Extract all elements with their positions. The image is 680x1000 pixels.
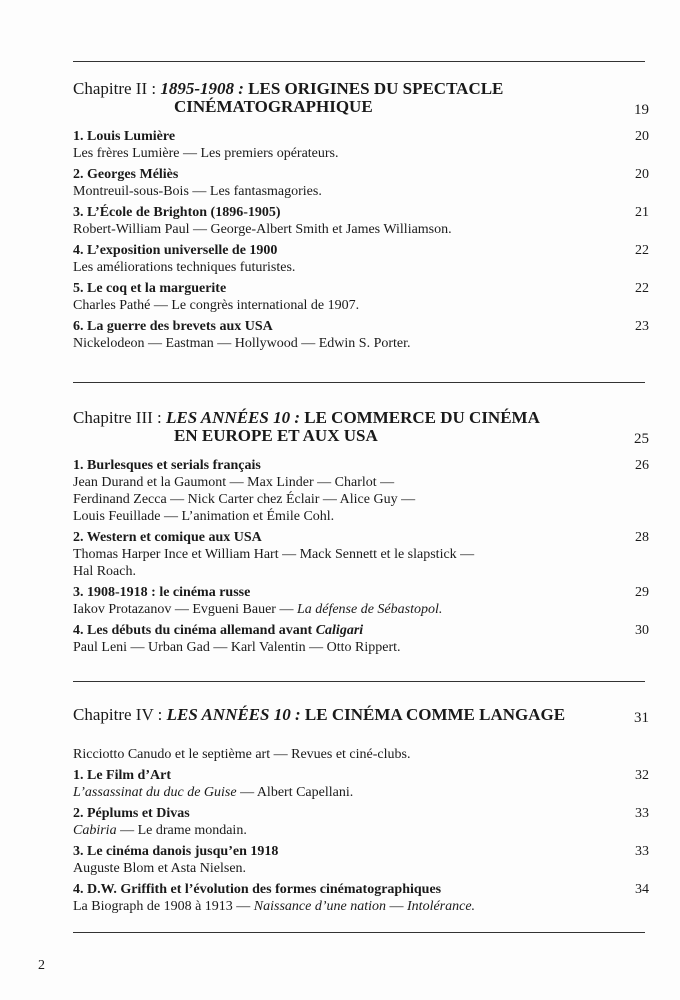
section-rule xyxy=(73,681,645,682)
entry-title: 3. 1908-1918 : le cinéma russe xyxy=(73,585,251,600)
entry-desc-italic: Cabiria xyxy=(73,823,117,838)
entry-page: 23 xyxy=(635,319,649,334)
entry-title: 6. La guerre des brevets aux USA xyxy=(73,319,273,334)
entry-title: 1. Le Film d’Art xyxy=(73,768,171,783)
entry-title: 4. D.W. Griffith et l’évolution des formes cinématographiques xyxy=(73,882,442,897)
entry-desc-italic: Naissance d’une nation xyxy=(253,899,387,914)
entry-desc xyxy=(73,898,653,915)
entry-desc-italic-2: Intolérance. xyxy=(407,899,476,914)
chapter-label: Chapitre II : xyxy=(73,79,157,98)
toc-entry xyxy=(73,318,653,352)
toc-entry xyxy=(73,881,653,915)
toc-entry xyxy=(73,128,653,162)
entry-desc-italic: La défense de Sébastopol. xyxy=(296,602,443,617)
toc-entry xyxy=(73,457,653,525)
entry-page: 22 xyxy=(635,243,649,258)
toc-entry xyxy=(73,529,653,580)
entry-page: 26 xyxy=(635,458,649,473)
entry-title-italic: Caligari xyxy=(315,623,364,638)
entry-desc: Montreuil-sous-Bois — Les fantasmagories. xyxy=(73,184,322,199)
toc-entry xyxy=(73,204,653,238)
entry-desc: Paul Leni — Urban Gad — Karl Valentin — Otto Rippert. xyxy=(73,640,401,655)
top-rule xyxy=(73,61,645,62)
chapter-page: 25 xyxy=(634,431,649,447)
toc-entry xyxy=(73,843,653,877)
entry-page: 28 xyxy=(635,530,649,545)
chapter-title: LES ORIGINES DU SPECTACLE xyxy=(248,79,504,98)
entry-desc xyxy=(73,822,653,839)
entry-title: 1. Louis Lumière xyxy=(73,129,176,144)
entry-desc: Les frères Lumière — Les premiers opérateurs. xyxy=(73,146,339,161)
entry-page: 22 xyxy=(635,281,649,296)
entry-desc: Auguste Blom et Asta Nielsen. xyxy=(73,861,247,876)
chapter-period: 1895-1908 : xyxy=(160,79,244,98)
entry-title: 3. Le cinéma danois jusqu’en 1918 xyxy=(73,844,279,859)
toc-entry xyxy=(73,242,653,276)
chapter-title-line2: EN EUROPE ET AUX USA xyxy=(174,426,378,445)
entry-desc-line2: Hal Roach. xyxy=(73,564,136,579)
chapter-title: LE CINÉMA COMME LANGAGE xyxy=(304,705,566,724)
entry-title: 4. L’exposition universelle de 1900 xyxy=(73,243,278,258)
entry-title: 1. Burlesques et serials français xyxy=(73,458,261,473)
chapter-period: LES ANNÉES 10 : xyxy=(166,408,300,427)
entry-page: 33 xyxy=(635,806,649,821)
entry-page: 32 xyxy=(635,768,649,783)
toc-entry xyxy=(73,805,653,839)
entry-title: 5. Le coq et la marguerite xyxy=(73,281,227,296)
entry-desc: Nickelodeon — Eastman — Hollywood — Edwin S. Porter. xyxy=(73,336,411,351)
chapter-page: 19 xyxy=(634,102,649,118)
toc-entry xyxy=(73,280,653,314)
entry-desc xyxy=(73,601,653,618)
entry-page: 34 xyxy=(635,882,649,897)
toc-entry xyxy=(73,584,653,618)
entry-desc-text: Iakov Protazanov — Evgueni Bauer — xyxy=(73,602,294,617)
entry-desc-line2: Ferdinand Zecca — Nick Carter chez Éclair — Alice Guy — xyxy=(73,492,416,507)
entry-page: 30 xyxy=(635,623,649,638)
chapter-3 xyxy=(73,409,653,656)
entry-page: 20 xyxy=(635,167,649,182)
entry-desc: Robert-William Paul — George-Albert Smith et James Williamson. xyxy=(73,222,452,237)
entry-page: 20 xyxy=(635,129,649,144)
entry-title: 3. L’École de Brighton (1896-1905) xyxy=(73,205,281,220)
entry-desc-sep: — xyxy=(386,899,408,914)
entry-desc-text: — Albert Capellani. xyxy=(236,785,354,800)
toc-entry xyxy=(73,622,653,656)
entry-page: 21 xyxy=(635,205,649,220)
entry-title xyxy=(73,622,653,639)
chapter-label: Chapitre IV : xyxy=(73,705,163,724)
chapter-page: 31 xyxy=(634,710,649,726)
entry-desc xyxy=(73,784,653,801)
entry-desc: Jean Durand et la Gaumont — Max Linder — Charlot — xyxy=(73,475,395,490)
toc-entry xyxy=(73,767,653,801)
entry-title: 2. Western et comique aux USA xyxy=(73,530,262,545)
chapter-heading xyxy=(73,409,653,445)
entry-desc-line3: Louis Feuillade — L’animation et Émile Cohl. xyxy=(73,509,335,524)
bottom-rule xyxy=(73,932,645,933)
page-number: 2 xyxy=(38,958,45,973)
entry-title-text: 4. Les débuts du cinéma allemand avant xyxy=(73,623,313,638)
entry-page: 29 xyxy=(635,585,649,600)
entry-desc: Thomas Harper Ince et William Hart — Mack Sennett et le slapstick — xyxy=(73,547,475,562)
section-rule xyxy=(73,382,645,383)
entry-desc: Les améliorations techniques futuristes. xyxy=(73,260,296,275)
chapter-4 xyxy=(73,706,653,915)
entry-title: 2. Georges Méliès xyxy=(73,167,179,182)
entry-title: 2. Péplums et Divas xyxy=(73,806,190,821)
entry-desc-text: — Le drame mondain. xyxy=(116,823,247,838)
entry-page: 33 xyxy=(635,844,649,859)
chapter-title: LE COMMERCE DU CINÉMA xyxy=(304,408,540,427)
chapter-2 xyxy=(73,80,653,352)
chapter-title-line2: CINÉMATOGRAPHIQUE xyxy=(174,97,373,116)
chapter-heading xyxy=(73,80,653,116)
toc-entry xyxy=(73,166,653,200)
chapter-period: LES ANNÉES 10 : xyxy=(166,705,301,724)
chapter-label: Chapitre III : xyxy=(73,408,162,427)
chapter-intro: Ricciotto Canudo et le septième art — Revues et ciné-clubs. xyxy=(73,747,411,762)
entry-desc-text: La Biograph de 1908 à 1913 — xyxy=(73,899,251,914)
entry-desc-italic: L’assassinat du duc de Guise xyxy=(73,785,237,800)
chapter-heading xyxy=(73,706,653,724)
entry-desc: Charles Pathé — Le congrès international de 1907. xyxy=(73,298,360,313)
